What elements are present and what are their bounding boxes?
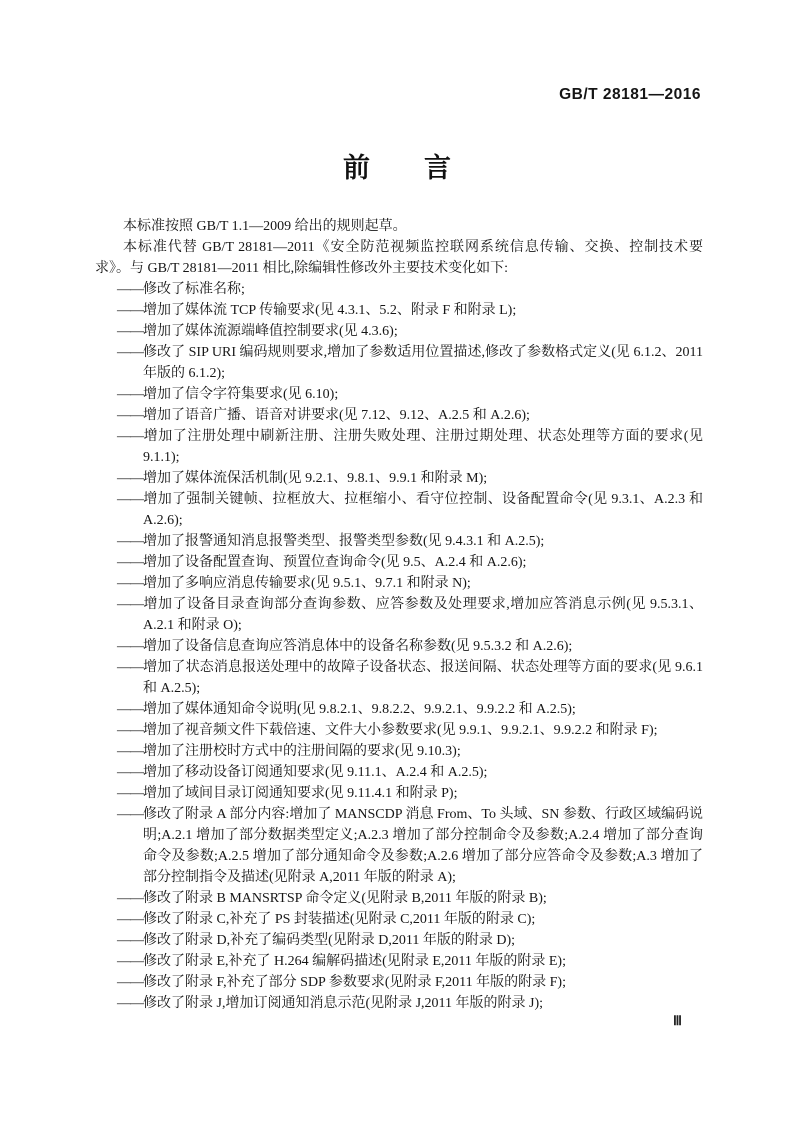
item-dash-prefix: —— (117, 576, 143, 591)
change-item-text: 增加了报警通知消息报警类型、报警类型参数(见 9.4.3.1 和 A.2.5); (143, 534, 545, 549)
change-item-text: 增加了强制关键帧、拉框放大、拉框缩小、看守位控制、设备配置命令(见 9.3.1、A.2.3 和 A.2.6); (143, 492, 703, 528)
item-dash-prefix: —— (117, 786, 143, 801)
change-list-item (117, 972, 703, 993)
change-list-item (117, 909, 703, 930)
item-dash-prefix: —— (117, 660, 143, 675)
change-list-item (117, 720, 703, 741)
change-item-text: 增加了媒体流保活机制(见 9.2.1、9.8.1、9.9.1 和附录 M); (143, 471, 488, 486)
change-item-text: 增加了设备信息查询应答消息体中的设备名称参数(见 9.5.3.2 和 A.2.6); (143, 639, 573, 654)
change-list-item (117, 342, 703, 384)
change-list-item (117, 762, 703, 783)
item-dash-prefix: —— (117, 555, 143, 570)
change-item-text: 增加了设备目录查询部分查询参数、应答参数及处理要求,增加应答消息示例(见 9.5.3.1、A.2.1 和附录 O); (143, 597, 703, 633)
item-dash-prefix: —— (117, 954, 143, 969)
change-item-text: 增加了视音频文件下载倍速、文件大小参数要求(见 9.9.1、9.9.2.1、9.9.2.2 和附录 F); (143, 723, 658, 738)
item-dash-prefix: —— (117, 429, 143, 444)
change-item-text: 增加了设备配置查询、预置位查询命令(见 9.5、A.2.4 和 A.2.6); (143, 555, 527, 570)
item-dash-prefix: —— (117, 282, 143, 297)
item-dash-prefix: —— (117, 471, 143, 486)
change-list-item (117, 468, 703, 489)
change-item-text: 增加了注册处理中刷新注册、注册失败处理、注册过期处理、状态处理等方面的要求(见 9.1.1); (143, 429, 703, 465)
change-list-item (117, 300, 703, 321)
item-dash-prefix: —— (117, 912, 143, 927)
item-dash-prefix: —— (117, 534, 143, 549)
change-item-text: 增加了媒体流源端峰值控制要求(见 4.3.6); (143, 324, 398, 339)
change-item-text: 修改了 SIP URI 编码规则要求,增加了参数适用位置描述,修改了参数格式定义(见 6.1.2、2011 年版的 6.1.2); (143, 345, 703, 381)
intro-paragraph: 本标准代替 GB/T 28181—2011《安全防范视频监控联网系统信息传输、交换、控制技术要求》。与 GB/T 28181—2011 相比,除编辑性修改外主要技术变化如下: (95, 240, 703, 276)
change-list-item (117, 741, 703, 762)
change-list-item (117, 405, 703, 426)
item-dash-prefix: —— (117, 492, 143, 507)
change-list-item (117, 888, 703, 909)
standard-code-header: GB/T 28181—2016 (559, 86, 701, 103)
change-list-item (117, 930, 703, 951)
change-item-text: 修改了附录 E,补充了 H.264 编解码描述(见附录 E,2011 年版的附录 E); (143, 954, 566, 969)
change-item-text: 增加了媒体流 TCP 传输要求(见 4.3.1、5.2、附录 F 和附录 L); (143, 303, 517, 318)
change-list-item (117, 804, 703, 888)
change-list-item (117, 951, 703, 972)
item-dash-prefix: —— (117, 639, 143, 654)
item-dash-prefix: —— (117, 807, 143, 822)
change-list-item (117, 552, 703, 573)
intro-paragraph: 本标准按照 GB/T 1.1—2009 给出的规则起草。 (123, 219, 407, 234)
change-list-item (117, 573, 703, 594)
item-dash-prefix: —— (117, 702, 143, 717)
change-list-item (117, 426, 703, 468)
change-item-text: 增加了状态消息报送处理中的故障子设备状态、报送间隔、状态处理等方面的要求(见 9.6.1 和 A.2.5); (143, 660, 703, 696)
change-list-item (117, 594, 703, 636)
change-item-text: 增加了移动设备订阅通知要求(见 9.11.1、A.2.4 和 A.2.5); (143, 765, 488, 780)
change-list (95, 279, 703, 1014)
item-dash-prefix: —— (117, 933, 143, 948)
change-item-text: 修改了附录 J,增加订阅通知消息示范(见附录 J,2011 年版的附录 J); (143, 996, 544, 1011)
item-dash-prefix: —— (117, 975, 143, 990)
change-list-item (117, 279, 703, 300)
change-item-text: 增加了媒体通知命令说明(见 9.8.2.1、9.8.2.2、9.9.2.1、9.9.2.2 和 A.2.5); (143, 702, 576, 717)
change-list-item (117, 993, 703, 1014)
change-list-item (117, 384, 703, 405)
change-item-text: 增加了多响应消息传输要求(见 9.5.1、9.7.1 和附录 N); (143, 576, 471, 591)
change-list-item (117, 657, 703, 699)
item-dash-prefix: —— (117, 303, 143, 318)
page-title: 前 言 (343, 153, 451, 183)
change-item-text: 增加了信令字符集要求(见 6.10); (143, 387, 339, 402)
item-dash-prefix: —— (117, 597, 143, 612)
change-item-text: 修改了附录 D,补充了编码类型(见附录 D,2011 年版的附录 D); (143, 933, 516, 948)
change-list-item (117, 531, 703, 552)
change-item-text: 修改了附录 B MANSRTSP 命令定义(见附录 B,2011 年版的附录 B); (143, 891, 547, 906)
change-list-item (117, 489, 703, 531)
item-dash-prefix: —— (117, 324, 143, 339)
item-dash-prefix: —— (117, 744, 143, 759)
item-dash-prefix: —— (117, 723, 143, 738)
change-item-text: 修改了附录 F,补充了部分 SDP 参数要求(见附录 F,2011 年版的附录 F); (143, 975, 566, 990)
item-dash-prefix: —— (117, 765, 143, 780)
item-dash-prefix: —— (117, 387, 143, 402)
change-item-text: 修改了标准名称; (143, 282, 245, 297)
item-dash-prefix: —— (117, 345, 143, 360)
item-dash-prefix: —— (117, 891, 143, 906)
change-list-item (117, 321, 703, 342)
change-item-text: 增加了域间目录订阅通知要求(见 9.11.4.1 和附录 P); (143, 786, 458, 801)
change-item-text: 修改了附录 A 部分内容:增加了 MANSCDP 消息 From、To 头域、SN 参数、行政区域编码说明;A.2.1 增加了部分数据类型定义;A.2.3 增加了部分控制命令及参数;A.2.4 增加了部分查询命令及参数;A.2.5 增加了部分通知命令及参数;A.2.6 增加了部分应答命令及参数;A.3 增加了部分控制指令及描述(见附录 A,2011 年版的附录 A); (143, 807, 703, 885)
change-item-text: 增加了语音广播、语音对讲要求(见 7.12、9.12、A.2.5 和 A.2.6); (143, 408, 530, 423)
change-list-item (117, 636, 703, 657)
item-dash-prefix: —— (117, 996, 143, 1011)
change-item-text: 增加了注册校时方式中的注册间隔的要求(见 9.10.3); (143, 744, 461, 759)
change-list-item (117, 783, 703, 804)
page-number: Ⅲ (673, 1013, 682, 1028)
foreword-content (95, 216, 703, 1014)
item-dash-prefix: —— (117, 408, 143, 423)
change-list-item (117, 699, 703, 720)
change-item-text: 修改了附录 C,补充了 PS 封装描述(见附录 C,2011 年版的附录 C); (143, 912, 536, 927)
